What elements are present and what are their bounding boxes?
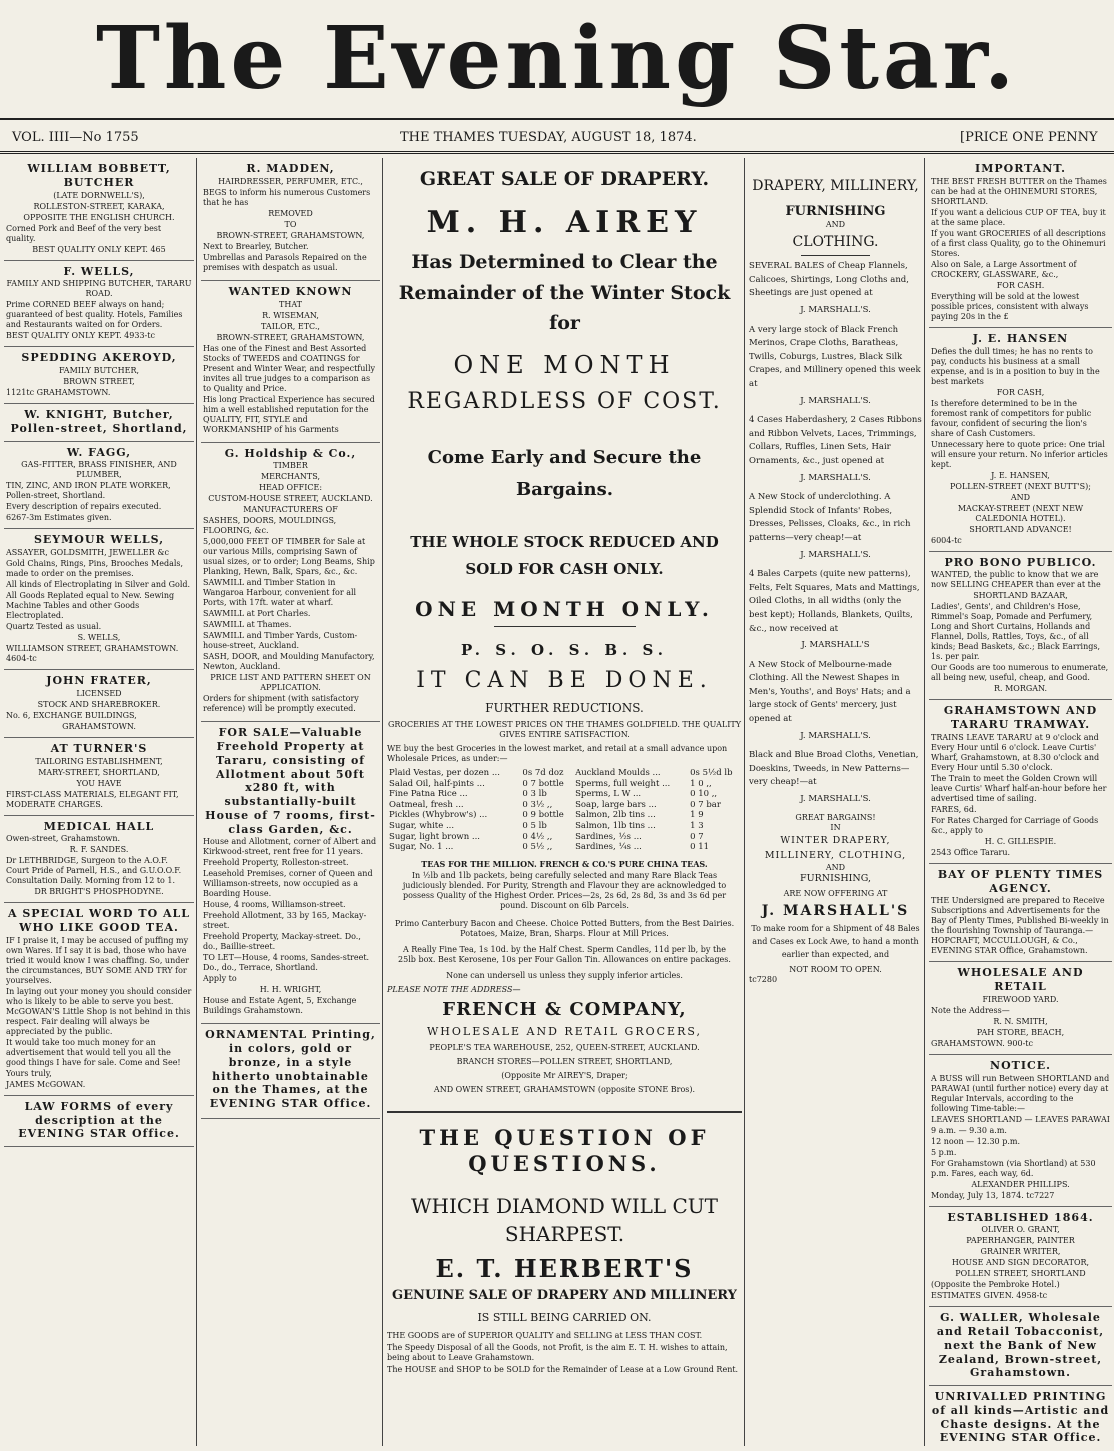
make-room: To make room for a Shipment of 48 Bales and Cases ex Lock Awe, to hand a month earlier than expected, and	[751, 924, 920, 959]
advert-line: GRAHAMSTOWN. 900-tc	[931, 1038, 1033, 1048]
groceries-heading: GROCERIES AT THE LOWEST PRICES ON THE THAMES GOLDFIELD. THE QUALITY GIVES ENTIRE SATISFACTION.	[387, 719, 742, 739]
price-row	[387, 810, 742, 821]
marshall-signoff: J. MARSHALL'S.	[800, 730, 871, 741]
regardless-of-cost: REGARDLESS OF COST.	[407, 389, 722, 415]
advert-line: Freehold Property, Rolleston-street.	[203, 858, 349, 868]
col4-code: tc7280	[749, 974, 778, 984]
advert-heading: BAY OF PLENTY TIMES AGENCY.	[937, 867, 1104, 895]
grocery-price-table	[387, 768, 742, 853]
advert-heading: G. WALLER, Wholesale and Retail Tobacconist, next the Bank of New Zealand, Brown-street, Grahamstown.	[936, 1311, 1105, 1380]
price-cell: Sperms, L W ...	[575, 789, 642, 800]
advert-line: Everything will be sold at the lowest possible prices, consistent with always paying 20s in the £	[931, 291, 1089, 321]
advert-line: TIMBER	[273, 461, 308, 471]
advert-line: H. H. WRIGHT,	[259, 985, 322, 995]
advert-line: OLIVER O. GRANT,	[981, 1225, 1060, 1235]
col1-advert	[4, 261, 194, 348]
question-of-questions: THE QUESTION OF QUESTIONS.	[419, 1125, 710, 1177]
advert-heading: FOR SALE—Valuable Freehold Property at Tararu, consisting of Allotment about 50ft x280 ft, with substantially-built House of 7 rooms, first-class Garden, &c.	[205, 726, 376, 836]
price-cell: Plaid Vestas, per dozen ...	[389, 767, 500, 778]
col1-advert	[4, 816, 194, 904]
price-cell: 0 7 bar	[690, 799, 721, 810]
price-cell: Oatmeal, fresh ...	[389, 799, 464, 810]
advert-line: Gold Chains, Rings, Pins, Brooches Medals, made to order on the premises.	[6, 559, 184, 578]
we-buy-text: WE buy the best Groceries in the lowest market, and retail at a small advance upon Wholesale Prices, as under:—	[387, 743, 728, 763]
col1-advert	[4, 442, 194, 530]
price-cell: Pickles (Whybrow's) ...	[389, 810, 488, 821]
it-can-be-done: IT CAN BE DONE.	[416, 668, 713, 694]
advert-line: MARY-STREET, SHORTLAND,	[38, 767, 160, 777]
advert-line: FAMILY AND SHIPPING BUTCHER, TARARU ROAD.	[6, 279, 192, 299]
price-cell: Auckland Moulds ...	[575, 767, 661, 778]
price-cell: Sugar, white ...	[389, 821, 455, 832]
col5-advert	[929, 1207, 1112, 1308]
advert-line: FIRST-CLASS MATERIALS, ELEGANT FIT, MODERATE CHARGES.	[6, 789, 179, 809]
advert-line: SHORTLAND ADVANCE!	[969, 524, 1072, 534]
col5-advert	[929, 1386, 1112, 1446]
col5-advert	[929, 700, 1112, 864]
col5-advert	[929, 1307, 1112, 1386]
advert-line: H. C. GILLESPIE.	[984, 836, 1057, 846]
advert-line: If you want a delicious CUP OF TEA, buy it at the same place.	[931, 207, 1106, 227]
advert-line: R. F. SANDES.	[69, 845, 129, 855]
masthead	[0, 0, 1114, 118]
price-cell: Salmon, 1lb tins ...	[575, 821, 656, 832]
advert-heading: SPEDDING AKEROYD,	[21, 351, 177, 365]
marshall-signoff: J. MARSHALL'S	[801, 640, 870, 651]
advert-heading: F. WELLS,	[63, 264, 135, 278]
place-date: THE THAMES TUESDAY, AUGUST 18, 1874.	[400, 130, 697, 145]
col1-advert	[4, 1096, 194, 1147]
advert-line: SHORTLAND BAZAAR,	[973, 591, 1068, 601]
advert-heading: ESTABLISHED 1864.	[947, 1210, 1094, 1224]
col2-advert	[201, 281, 380, 443]
advert-line: 12 noon — 12.30 p.m.	[931, 1136, 1020, 1146]
whole-stock-reduced: THE WHOLE STOCK REDUCED AND SOLD FOR CASH ONLY.	[410, 532, 719, 578]
advert-line: PAPERHANGER, PAINTER	[966, 1236, 1075, 1246]
advert-line: THE BEST FRESH BUTTER on the Thames can be had at the OHINEMURI STORES, SHORTLAND.	[931, 176, 1107, 206]
advert-line: TO LET—House, 4 rooms, Sandes-street. Do., do., Terrace, Shortland.	[203, 953, 370, 973]
advert-heading: R. MADDEN,	[246, 162, 335, 175]
col1-advert	[4, 347, 194, 404]
newspaper-title: The Evening Star.	[95, 8, 1019, 109]
drapery-millinery: DRAPERY, MILLINERY,	[752, 178, 919, 194]
advert-heading: WANTED KNOWN	[228, 284, 353, 298]
owen-street: AND OWEN STREET, GRAHAMSTOWN (opposite STONE Bros).	[387, 1085, 742, 1113]
advert-line: Apply to	[203, 974, 237, 984]
advert-line: Is therefore determined to be in the foremost rank of competitors for public favour, confident of securing the lion's share of Cash Customers.	[931, 398, 1092, 438]
teas-text: In ½lb and 1lb packets, being carefully selected and many Rare Black Teas judiciously blended. For Purity, Strength and Flavour they are acknowledged to possess Quality of the Highest Order. Prices—2s, 2s 6d, 2s 8d, 3s and 3s 6d per pound. Discount on 6lb Parcels.	[402, 870, 727, 910]
advert-line: MACKAY-STREET (NEXT NEW CALEDONIA HOTEL).	[957, 503, 1084, 523]
price-cell: Salmon, 2lb tins ...	[575, 810, 656, 821]
advert-heading: GRAHAMSTOWN AND TARARU TRAMWAY.	[943, 704, 1098, 731]
please-note: PLEASE NOTE THE ADDRESS—	[387, 984, 521, 994]
col1-advert	[4, 529, 194, 670]
price-cell: 1 9	[690, 810, 704, 821]
advert-heading: MEDICAL HALL	[43, 819, 155, 833]
advert-line: A BUSS will run Between SHORTLAND and PARAWAI (until further notice) every day at Regular Intervals, according to the following Time-table:—	[931, 1073, 1110, 1113]
advert-line: Also on Sale, a Large Assortment of CROCKERY, GLASSWARE, &c.,	[931, 259, 1077, 279]
opposite-airey: (Opposite Mr AIREY'S, Draper;	[501, 1071, 628, 1081]
price-cell: 0 5½ ,,	[522, 842, 553, 853]
marshall-paragraph: 4 Bales Carpets (quite new patterns), Felts, Felt Squares, Mats and Mattings, Oiled Cloths, in all widths (only the best kept); Hollands, Blankets, Quilts, &c., now received at	[749, 569, 920, 634]
advert-line: All kinds of Electroplating in Silver and Gold.	[6, 580, 191, 589]
advert-line: SAWMILL at Port Charles.	[203, 609, 311, 619]
advert-line: Ladies', Gents', and Children's Hose, Rimmel's Soap, Pomade and Perfumery, Long and Short Curtains, Hollands and Flannel, Dolls, Rattles, Toys, &c., of all kinds; Bead Baskets, &c.; Black Earrings, 1s. per pair.	[931, 602, 1101, 662]
marshall-paragraphs	[749, 260, 922, 806]
advert-line: WILLIAMSON STREET, GRAHAMSTOWN. 4604-tc	[6, 644, 179, 663]
advert-heading: A SPECIAL WORD TO ALL WHO LIKE GOOD TEA.	[7, 907, 190, 934]
advert-line: PRICE LIST AND PATTERN SHEET ON APPLICATION.	[210, 673, 371, 693]
come-early: Come Early and Secure the Bargains.	[427, 446, 702, 501]
genuine-sale: GENUINE SALE OF DRAPERY AND MILLINERY	[392, 1287, 737, 1303]
price-cell: 0 7	[690, 831, 704, 842]
advert-line: PAH STORE, BEACH,	[976, 1027, 1065, 1037]
col5-advert	[929, 864, 1112, 963]
advert-line: In laying out your money you should consider who is likely to be able to serve you best. McGOWAN'S Little Shop is not behind in this respect. Fair dealing will always be appreciated by the public.	[6, 986, 192, 1036]
advert-line: SAWMILL and Timber Station in Wangaroa Harbour, convenient for all Ports, with 17ft. water at wharf.	[203, 578, 357, 608]
advert-line: POLLEN STREET, SHORTLAND	[955, 1269, 1086, 1279]
advert-line: BEST QUALITY ONLY KEPT. 465	[32, 244, 166, 254]
col1-advert	[4, 404, 194, 442]
advert-line: House, 4 rooms, Williamson-street.	[203, 900, 346, 910]
col1-advert	[4, 738, 194, 816]
price-cell: Sardines, ¼s ...	[575, 842, 642, 853]
advert-line: Defies the dull times; he has no rents to pay, conducts his business at a small expense, and is in a position to buy in the best markets	[931, 346, 1100, 386]
advert-line: Monday, July 13, 1874. tc7227	[931, 1190, 1055, 1200]
price-cell: 0 5 lb	[522, 821, 547, 832]
advert-line: Orders for shipment (with satisfactory reference) will be promptly executed.	[203, 694, 359, 714]
col1-advert	[4, 158, 194, 261]
advert-line: 6267-3m Estimates given.	[6, 513, 112, 523]
advert-line: (Opposite the Pembroke Hotel.)	[931, 1280, 1060, 1290]
advert-line: Note the Address—	[931, 1005, 1010, 1015]
advert-line: 2543 Office Tararu.	[931, 847, 1011, 857]
advert-line: 5,000,000 FEET OF TIMBER for Sale at our various Mills, comprising Sawn of usual sizes, or to order; Long Beams, Ship Planking, Hewn, Balk, Spars, &c., &c.	[203, 537, 375, 577]
clothing: CLOTHING.	[792, 233, 879, 250]
col5-advert	[929, 962, 1112, 1055]
advert-line: ALEXANDER PHILLIPS.	[971, 1179, 1070, 1189]
advert-line: MANUFACTURERS OF	[243, 505, 338, 515]
primo-text: Primo Canterbury Bacon and Cheese. Choice Potted Butters, from the Best Dairies. Potatoes, Maize, Bran, Sharps. Flour at Mill Prices.	[394, 918, 735, 938]
advert-line: (LATE DORNWELL'S),	[53, 190, 145, 200]
advert-line: Corned Pork and Beef of the very best quality.	[6, 223, 162, 243]
advert-line: Owen-street, Grahamstown.	[6, 834, 121, 844]
marshall-big: J. MARSHALL'S	[761, 902, 910, 919]
advert-line: 9 a.m. — 9.30 a.m.	[931, 1125, 1007, 1135]
goods-text: THE GOODS are of SUPERIOR QUALITY and SELLING at LESS THAN COST.	[387, 1330, 703, 1340]
advert-line: 6004-tc	[931, 535, 962, 545]
advert-heading: SEYMOUR WELLS,	[33, 533, 165, 547]
advert-line: Next to Brearley, Butcher.	[203, 241, 309, 251]
price-cell: Fine Patna Rice ...	[389, 789, 468, 800]
advert-line: ESTIMATES GIVEN. 4958-tc	[931, 1291, 1048, 1301]
really-fine-tea: A Really Fine Tea, 1s 10d. by the Half Chest. Sperm Candles, 11d per lb, by the 25lb box. Best Kerosene, 10s per Four Gallon Tin. Allowances on entire packages.	[398, 944, 731, 964]
column-3	[382, 158, 742, 1446]
advert-line: FARES, 6d.	[931, 804, 977, 814]
advert-line: FAMILY BUTCHER,	[58, 366, 140, 375]
advert-line: SAWMILL at Thames.	[203, 620, 292, 630]
furnishing-2: FURNISHING,	[800, 873, 871, 884]
col5-advert	[929, 158, 1112, 328]
advert-heading: WHOLESALE AND RETAIL	[957, 966, 1084, 993]
marshall-paragraph: 4 Cases Haberdashery, 2 Cases Ribbons and Ribbon Velvets, Laces, Trimmings, Collars, Ruffles, Linen Sets, Hair Ornaments, &c., just opened at	[749, 415, 922, 466]
advert-line: HAIRDRESSER, PERFUMER, ETC.,	[218, 176, 363, 186]
price-cell: 0 10 ,,	[690, 789, 718, 800]
advert-line: BROWN-STREET, GRAHAMSTOWN,	[216, 332, 365, 342]
advert-line: LICENSED	[76, 688, 122, 698]
advert-line: S. WELLS,	[77, 633, 121, 642]
drapery-sale-heading: GREAT SALE OF DRAPERY.	[419, 168, 710, 190]
advert-heading: PRO BONO PUBLICO.	[944, 555, 1097, 569]
advert-heading: JOHN FRATER,	[46, 674, 152, 687]
col1-advert	[4, 903, 194, 1096]
airey-name: M. H. AIREY	[426, 204, 703, 240]
winter-drapery: WINTER DRAPERY, MILLINERY, CLOTHING,	[764, 834, 907, 861]
price-cell: Salad Oil, half-pints ...	[389, 778, 485, 789]
advert-line: House and Allotment, corner of Albert and Kirkwood-street, rent free for 11 years.	[203, 837, 377, 857]
advert-line: JAMES McGOWAN.	[6, 1079, 86, 1089]
advert-line: R. MORGAN.	[993, 684, 1048, 694]
advert-line: If you want GROCERIES of all descriptions of a first class Quality, go to the Ohinemuri Stores.	[931, 228, 1106, 258]
price-cell: Soap, large bars ...	[575, 799, 657, 810]
marshall-paragraph: SEVERAL BALES of Cheap Flannels, Calicoes, Shirtings, Long Cloths and, Sheetings are just opened at	[749, 261, 909, 299]
volume-number: VOL. IIII—No 1755	[12, 130, 139, 145]
advert-line: TRAINS LEAVE TARARU at 9 o'clock and Every Hour until 6 o'clock. Leave Curtis' Wharf, Grahamstown, at 8.30 o'clock and Every Hour until 5.30 o'clock.	[931, 732, 1100, 772]
advert-line: Quartz Tested as usual.	[6, 622, 102, 631]
col5-advert	[929, 328, 1112, 552]
price-cell: Sperms, full weight ...	[575, 778, 671, 789]
advert-line: J. E. HANSEN,	[991, 470, 1050, 480]
which-diamond: WHICH DIAMOND WILL CUT SHARPEST.	[410, 1193, 719, 1246]
advert-line: TAILORING ESTABLISHMENT,	[35, 756, 163, 766]
advert-line: Yours truly,	[6, 1068, 52, 1078]
advert-line: Freehold Property, Mackay-street. Do., do., Baillie-street.	[203, 932, 361, 952]
price-cell: 0 7 bottle	[522, 778, 564, 789]
price-row	[387, 779, 742, 790]
advert-line: R. N. SMITH,	[993, 1016, 1048, 1026]
col1-advert	[4, 670, 194, 738]
advert-line: OPPOSITE THE ENGLISH CHURCH.	[23, 212, 175, 222]
psosbs: P. S. O. S. B. S.	[461, 640, 668, 659]
advert-line: Umbrellas and Parasols Repaired on the premises with despatch as usual.	[203, 252, 367, 272]
price-cell: 0 3½ ,,	[522, 799, 553, 810]
advert-line: DR BRIGHT'S PHOSPHODYNE.	[34, 887, 164, 897]
advert-heading: UNRIVALLED PRINTING of all kinds—Artistic and Chaste designs. At the EVENING STAR Office.	[931, 1390, 1110, 1445]
price-cell: 0s 7d doz	[522, 767, 564, 778]
price-cell: Sardines, ½s ...	[575, 831, 642, 842]
determined-text: Has Determined to Clear the Remainder of the Winter Stock for	[398, 251, 731, 335]
advert-line: SASH, DOOR, and Moulding Manufactory, Newton, Auckland.	[203, 652, 375, 672]
marshall-paragraph: A New Stock of Melbourne-made Clothing. All the Newest Shapes in Men's, Youths', and Boys' Hats; and a large stock of Gents' mercery, just opened at	[749, 659, 911, 725]
col5-advert	[929, 1055, 1112, 1207]
advert-line: Dr LETHBRIDGE, Surgeon to the A.O.F. Court Pride of Parnell, H.S., and G.U.O.O.F. Consultation Daily. Morning from 12 to 1.	[6, 856, 182, 886]
marshall-signoff: J. MARSHALL'S.	[800, 305, 871, 316]
further-reductions: FURTHER REDUCTIONS.	[485, 700, 644, 715]
price-cell: 0s 5½d lb	[690, 767, 733, 778]
col5-advert	[929, 552, 1112, 701]
advert-line: His long Practical Experience has secured him a well established reputation for the QUALITY, FIT, STYLE and WORKMANSHIP of his Garments	[203, 394, 375, 434]
price: [PRICE ONE PENNY	[960, 130, 1098, 145]
col2-advert	[201, 722, 380, 1024]
advert-line: GRAINER WRITER,	[980, 1247, 1061, 1257]
price-cell: 0 9 bottle	[522, 810, 564, 821]
advert-line: FIREWOOD YARD.	[982, 994, 1059, 1004]
great-bargains: GREAT BARGAINS!	[795, 812, 876, 822]
advert-line: POLLEN-STREET (NEXT BUTT'S);	[950, 481, 1091, 491]
advert-heading: WILLIAM BOBBETT, BUTCHER	[27, 162, 171, 189]
advert-line: AND	[1010, 492, 1031, 502]
price-cell: 1 3	[690, 821, 704, 832]
advert-line: ASSAYER, GOLDSMITH, JEWELLER &c	[6, 548, 169, 557]
advert-heading: J. E. HANSEN	[972, 331, 1069, 345]
dateline	[0, 118, 1114, 154]
price-cell: 0 11	[690, 842, 710, 853]
advert-heading: W. FAGG,	[66, 445, 132, 459]
speedy-disposal: The Speedy Disposal of all the Goods, not Profit, is the aim E. T. H. wishes to attain, being about to Leave Grahamstown.	[387, 1342, 728, 1362]
advert-line: BEST QUALITY ONLY KEPT. 4933-tc	[6, 331, 155, 341]
advert-line: BROWN-STREET, GRAHAMSTOWN,	[216, 230, 365, 240]
price-row	[387, 789, 742, 800]
marshall-signoff: J. MARSHALL'S.	[800, 472, 871, 483]
advert-line: THE Undersigned are prepared to Receive Subscriptions and Advertisements for the Bay of Plenty Times, Published Bi-weekly in the flourishing Township of Tauranga.—HOPCRAFT, MCCULLOUGH, & Co., EVENING STAR Office, Grahamstown.	[931, 896, 1109, 956]
column-4	[744, 158, 922, 1446]
advert-line: R. WISEMAN,	[262, 310, 319, 320]
wholesale-grocers: WHOLESALE AND RETAIL GROCERS,	[426, 1025, 703, 1039]
advert-line: ROLLESTON-STREET, KARAKA,	[33, 201, 165, 211]
advert-line: FOR CASH,	[996, 387, 1045, 397]
advert-line: For Rates Charged for Carriage of Goods &c., apply to	[931, 815, 1099, 835]
advert-heading: ORNAMENTAL Printing, in colors, gold or bronze, in a style hitherto unobtainable on the Thames, at the EVENING STAR Office.	[205, 1028, 376, 1110]
advert-line: No. 6, EXCHANGE BUILDINGS,	[6, 710, 137, 720]
price-row	[387, 800, 742, 811]
advert-line: For Grahamstown (via Shortland) at 530 p.m. Fares, each way, 6d.	[931, 1158, 1096, 1178]
advert-line: TO	[284, 219, 297, 229]
house-shop: The HOUSE and SHOP to be SOLD for the Remainder of Lease at a Low Ground Rent.	[387, 1364, 739, 1374]
marshall-signoff: J. MARSHALL'S.	[800, 794, 871, 805]
advert-heading: G. Holdship & Co.,	[224, 446, 357, 460]
advert-line: GRAHAMSTOWN.	[62, 721, 136, 731]
advert-line: TIN, ZINC, AND IRON PLATE WORKER, Pollen-street, Shortland.	[6, 481, 171, 501]
none-can-undersell: None can undersell us unless they supply inferior articles.	[446, 970, 683, 980]
price-row	[387, 832, 742, 843]
advert-heading: NOTICE.	[990, 1058, 1051, 1072]
advert-heading: W. KNIGHT, Butcher, Pollen-street, Shortland,	[10, 408, 188, 435]
advert-line: SAWMILL and Timber Yards, Custom-house-street, Auckland.	[203, 631, 358, 651]
furnishing: FURNISHING	[785, 203, 886, 219]
col2-advert	[201, 443, 380, 723]
still-carried-on: IS STILL BEING CARRIED ON.	[477, 1311, 652, 1325]
advert-line: GAS-FITTER, BRASS FINISHER, AND PLUMBER,	[21, 460, 177, 480]
advert-line: Leasehold Premises, corner of Queen and Williamson-streets, now occupied as a Boarding House.	[203, 869, 373, 899]
advert-line: STOCK AND SHAREBROKER.	[37, 699, 161, 709]
advert-heading: AT TURNER'S	[50, 741, 148, 755]
herbert-name: E. T. HERBERT'S	[435, 1253, 694, 1283]
price-row	[387, 821, 742, 832]
column-1	[4, 158, 194, 1446]
advert-line: 5 p.m.	[931, 1147, 957, 1157]
price-cell: Sugar, No. 1 ...	[389, 842, 454, 853]
advert-heading: IMPORTANT.	[975, 162, 1066, 175]
tea-warehouse: PEOPLE'S TEA WAREHOUSE, 252, QUEEN-STREET, AUCKLAND.	[429, 1043, 700, 1053]
advert-line: BROWN STREET,	[63, 377, 135, 386]
advert-line: House and Estate Agent, 5, Exchange Buildings Grahamstown.	[203, 996, 357, 1016]
not-room-to-open: NOT ROOM TO OPEN.	[789, 964, 882, 974]
column-5	[924, 158, 1112, 1446]
french-company: FRENCH & COMPANY,	[442, 998, 687, 1020]
price-row	[387, 768, 742, 779]
advert-line: 1121tc GRAHAMSTOWN.	[6, 388, 111, 397]
advert-line: HEAD OFFICE:	[258, 483, 323, 493]
now-offering: ARE NOW OFFERING AT	[783, 888, 888, 898]
price-cell: 0 4½ ,,	[522, 831, 553, 842]
in: IN	[830, 822, 841, 832]
advert-heading: LAW FORMS of every description at the EVENING STAR Office.	[18, 1099, 180, 1141]
advert-line: REMOVED	[268, 208, 313, 218]
advert-line: THAT	[279, 299, 302, 309]
col2-advert	[201, 1024, 380, 1119]
price-cell: 0 3 lb	[522, 789, 547, 800]
advert-line: The Train to meet the Golden Crown will leave Curtis' Wharf half-an-hour before her advertised time of sailing.	[931, 773, 1107, 803]
advert-line: CUSTOM-HOUSE STREET, AUCKLAND.	[208, 494, 373, 504]
advert-line: TAILOR, ETC.,	[261, 321, 320, 331]
advert-line: Has one of the Finest and Best Assorted Stocks of TWEEDS and COATINGS for Present and Winter Wear, and respectfully invites all true judges to a comparison as to Quality and Price.	[203, 343, 376, 393]
marshall-signoff: J. MARSHALL'S.	[800, 549, 871, 560]
col2-advert	[201, 158, 380, 281]
price-cell: Sugar, light brown ...	[389, 831, 480, 842]
advert-line: LEAVES SHORTLAND — LEAVES PARAWAI	[931, 1114, 1110, 1124]
and-2: AND	[825, 863, 846, 872]
marshall-signoff: J. MARSHALL'S.	[800, 395, 871, 406]
advert-line: YOU HAVE	[76, 778, 122, 788]
marshall-paragraph: Black and Blue Broad Cloths, Venetian, Doeskins, Tweeds, in New Patterns—very cheap!—at	[749, 750, 919, 788]
column-2	[196, 158, 380, 1446]
advert-line: Prime CORNED BEEF always on hand; guaranteed of best quality. Hotels, Families and Restaurants waited on for Orders.	[6, 300, 183, 330]
one-month: ONE MONTH	[453, 351, 676, 380]
and-1: AND	[825, 219, 846, 229]
advert-line: WANTED, the public to know that we are now SELLING CHEAPER than ever at the	[931, 570, 1101, 590]
one-month-only: ONE MONTH ONLY.	[415, 596, 714, 621]
marshall-paragraph: A New Stock of underclothing. A Splendid Stock of Infants' Robes, Dresses, Pelisses, Cloaks, &c., in rich patterns—very cheap!—at	[749, 492, 911, 543]
advert-line: BEGS to inform his numerous Customers that he has	[203, 187, 371, 207]
advert-line: MERCHANTS,	[260, 472, 320, 482]
advert-line: Freehold Allotment, 33 by 165, Mackay-street.	[203, 911, 367, 931]
advert-line: FOR CASH.	[996, 280, 1045, 290]
advert-line: All Goods Replated equal to New. Sewing Machine Tables and other Goods Electroplated.	[6, 591, 175, 620]
branch-stores: BRANCH STORES—POLLEN STREET, SHORTLAND,	[456, 1057, 673, 1067]
advert-line: Unnecessary here to quote price: One trial will ensure your return. No inferior articles kept.	[931, 439, 1108, 469]
marshall-paragraph: A very large stock of Black French Merinos, Crape Cloths, Baratheas, Twills, Coburgs, Lustres, Black Silk Crapes, and Millinery opened this week at	[749, 324, 921, 389]
advert-line: HOUSE AND SIGN DECORATOR,	[951, 1258, 1090, 1268]
price-row	[387, 842, 742, 853]
advert-line: SASHES, DOORS, MOULDINGS, FLOORING, &c.	[203, 516, 337, 536]
advert-line: It would take too much money for an advertisement that would tell you all the good things I have for sale. Come and See!	[6, 1037, 181, 1067]
advert-line: Our Goods are too numerous to enumerate, all being new, useful, cheap, and Good.	[931, 663, 1109, 683]
teas-heading: TEAS FOR THE MILLION. FRENCH & CO.'S PURE CHINA TEAS.	[421, 858, 708, 869]
advert-line: Every description of repairs executed.	[6, 502, 162, 512]
advert-line: IF I praise it, I may be accused of puffing my own Wares. If I say it is bad, those who have tried it would know I was chaffing. So, under the circumstances, BUY SOME AND TRY for yourselves.	[6, 935, 189, 985]
price-cell: 1 0 ,,	[690, 778, 712, 789]
